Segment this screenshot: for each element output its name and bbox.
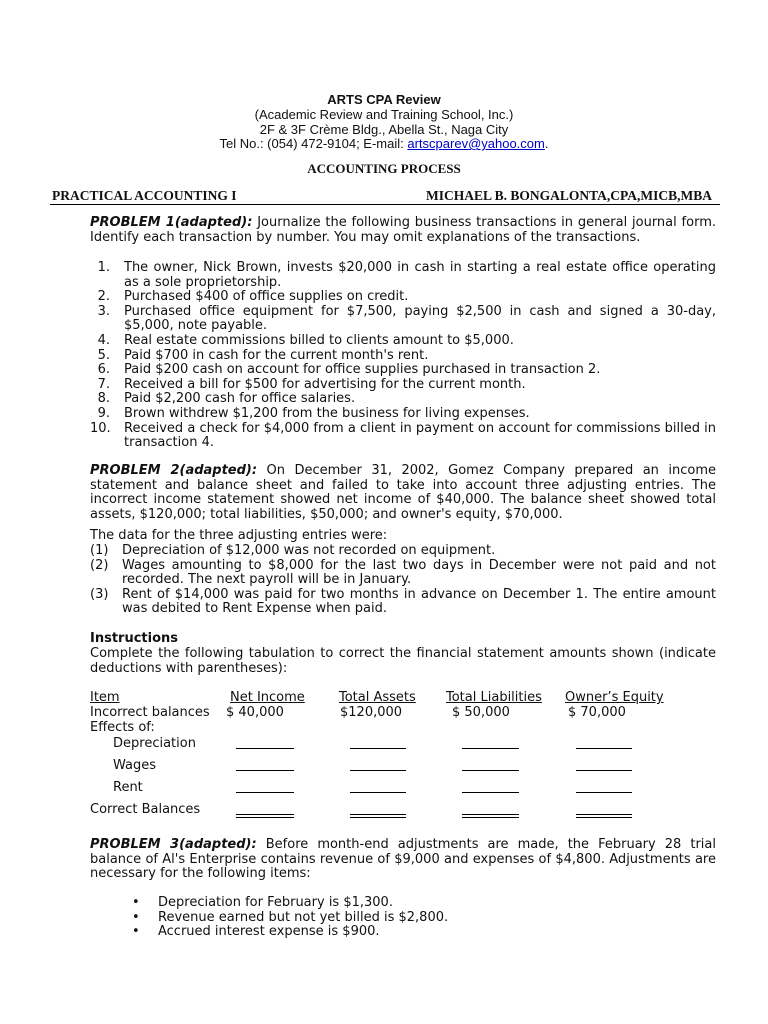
item-number: 10. xyxy=(90,420,111,436)
instructions-text: Complete the following tabulation to correct the financial statement amounts shown (indicate deductions with parentheses): xyxy=(90,646,716,676)
total-owners-equity-line xyxy=(576,814,632,818)
problem1-text: Journalize the following business transactions in general journal form. Identify each transaction by number. You may omit explanations of the transactions. xyxy=(90,215,716,245)
list-item xyxy=(90,588,716,617)
list-item xyxy=(90,334,716,349)
list-item xyxy=(90,349,716,364)
school-title: ARTS CPA Review xyxy=(327,92,441,107)
item-text: Real estate commissions billed to clients amount to $5,000. xyxy=(124,332,514,348)
item-number: 2. xyxy=(97,289,110,305)
entry-text: Wages amounting to $8,000 for the last two days in December were not paid and not recorded. The next payroll will be in January. xyxy=(122,557,716,588)
item-text: Received a check for $4,000 from a client in payment on account for commissions billed in transaction 4. xyxy=(124,420,716,451)
col-header-total-assets: Total Assets xyxy=(339,690,416,705)
row-label-incorrect: Incorrect balances xyxy=(90,705,210,720)
problem2-intro xyxy=(90,464,716,522)
contact-line xyxy=(0,136,768,151)
item-text: Paid $200 cash on account for office supplies purchased in transaction 2. xyxy=(124,362,601,378)
item-text: Paid $2,200 cash for office salaries. xyxy=(124,391,356,407)
bullet-icon: • xyxy=(132,924,140,940)
course-row xyxy=(50,188,720,205)
bullet-text: Depreciation for February is $1,300. xyxy=(158,895,393,910)
email-link[interactable]: artscparev@yahoo.com xyxy=(407,136,545,151)
item-number: 6. xyxy=(97,362,110,378)
blank-rent-total-liabilities xyxy=(462,792,519,793)
blank-wages-owners-equity xyxy=(576,770,632,771)
col-header-item: Item xyxy=(90,690,120,705)
list-item xyxy=(90,363,716,378)
blank-depreciation-net-income xyxy=(236,748,294,749)
problem1-label: PROBLEM 1(adapted): xyxy=(90,215,253,230)
list-item xyxy=(90,261,716,290)
list-item xyxy=(90,378,716,393)
item-number: 3. xyxy=(97,303,110,319)
item-number: 9. xyxy=(97,405,110,421)
item-number: 8. xyxy=(97,391,110,407)
blank-wages-net-income xyxy=(236,770,294,771)
tel-text: Tel No.: (054) 472-9104; E-mail: xyxy=(219,136,408,151)
problem2-label: PROBLEM 2(adapted): xyxy=(90,463,258,478)
bullet-text: Accrued interest expense is $900. xyxy=(158,924,380,940)
total-total-assets-line xyxy=(350,814,406,818)
problem2-entries xyxy=(90,544,716,617)
row-label-wages: Wages xyxy=(113,758,157,773)
entry-number: (1) xyxy=(90,543,109,558)
instructions-title: Instructions xyxy=(90,631,179,646)
incorrect-total-assets: $120,000 xyxy=(340,705,403,720)
incorrect-net-income: $ 40,000 xyxy=(226,705,284,720)
list-item xyxy=(90,407,716,422)
entry-text: Depreciation of $12,000 was not recorded on equipment. xyxy=(122,543,496,558)
col-header-owners-equity: Owner’s Equity xyxy=(565,690,664,705)
item-text: The owner, Nick Brown, invests $20,000 in cash in starting a real estate office operating as a sole proprietorship. xyxy=(124,260,716,290)
col-header-net-income: Net Income xyxy=(230,690,305,705)
blank-wages-total-assets xyxy=(350,770,406,771)
bullet-icon: • xyxy=(132,895,140,910)
problem3-bullets xyxy=(130,896,690,940)
col-header-total-liabilities: Total Liabilities xyxy=(446,690,542,705)
row-label-rent: Rent xyxy=(113,780,143,795)
tel-suffix: . xyxy=(544,136,549,151)
blank-depreciation-owners-equity xyxy=(576,748,632,749)
topic-title: ACCOUNTING PROCESS xyxy=(307,161,461,176)
course-name: PRACTICAL ACCOUNTING I xyxy=(52,188,237,203)
problem2-data-intro: The data for the three adjusting entries were: xyxy=(90,528,388,543)
list-item xyxy=(90,305,716,334)
item-number: 4. xyxy=(97,332,110,348)
problem3-text: Before month-end adjustments are made, the February 28 trial balance of Al's Enterprise contains revenue of $9,000 and expenses of $4,800. Adjustments are necessary for the following items: xyxy=(90,837,716,882)
item-number: 7. xyxy=(97,376,110,392)
item-text: Received a bill for $500 for advertising for the current month. xyxy=(124,376,526,392)
blank-rent-total-assets xyxy=(350,792,406,793)
blank-rent-owners-equity xyxy=(576,792,632,793)
bullet-icon: • xyxy=(132,909,140,925)
entry-number: (2) xyxy=(90,557,109,573)
total-net-income-line xyxy=(236,814,294,818)
problem3-label: PROBLEM 3(adapted): xyxy=(90,837,257,852)
row-label-effects: Effects of: xyxy=(90,720,155,735)
problem1-transactions xyxy=(90,261,716,451)
list-item xyxy=(90,422,716,451)
item-text: Purchased office equipment for $7,500, paying $2,500 in cash and signed a 30-day, $5,000, note payable. xyxy=(124,303,716,334)
list-item xyxy=(130,896,690,911)
instructor-name: MICHAEL B. BONGALONTA,CPA,MICB,MBA xyxy=(425,188,712,203)
list-item xyxy=(90,559,716,588)
blank-depreciation-total-liabilities xyxy=(462,748,519,749)
list-item xyxy=(130,925,690,940)
problem3-intro xyxy=(90,838,716,882)
problem1-intro xyxy=(90,216,716,245)
blank-depreciation-total-assets xyxy=(350,748,406,749)
list-item xyxy=(90,544,716,559)
school-subtitle: (Academic Review and Training School, Inc.) xyxy=(254,107,514,122)
bullet-text: Revenue earned but not yet billed is $2,800. xyxy=(158,909,449,925)
item-text: Purchased $400 of office supplies on credit. xyxy=(124,289,409,305)
list-item xyxy=(90,290,716,305)
item-text: Paid $700 in cash for the current month's rent. xyxy=(124,347,429,363)
entry-text: Rent of $14,000 was paid for two months in advance on December 1. The entire amount was debited to Rent Expense when paid. xyxy=(122,586,716,617)
entry-number: (3) xyxy=(90,586,109,602)
row-label-depreciation: Depreciation xyxy=(113,736,196,751)
incorrect-total-liabilities: $ 50,000 xyxy=(452,705,510,720)
blank-rent-net-income xyxy=(236,792,294,793)
row-label-correct: Correct Balances xyxy=(90,802,201,817)
item-number: 5. xyxy=(97,347,110,363)
item-text: Brown withdrew $1,200 from the business for living expenses. xyxy=(124,405,530,421)
list-item xyxy=(130,911,690,926)
school-address: 2F & 3F Crème Bldg., Abella St., Naga City xyxy=(259,122,509,137)
problem2-text: On December 31, 2002, Gomez Company prepared an income statement and balance sheet and failed to take into account three adjusting entries. The incorrect income statement showed net income of $40,000. The balance sheet showed total assets, $120,000; total liabilities, $50,000; and owner's equity, $70,000. xyxy=(90,463,716,522)
incorrect-owners-equity: $ 70,000 xyxy=(568,705,626,720)
total-total-liabilities-line xyxy=(462,814,519,818)
item-number: 1. xyxy=(97,260,110,275)
blank-wages-total-liabilities xyxy=(462,770,519,771)
list-item xyxy=(90,392,716,407)
